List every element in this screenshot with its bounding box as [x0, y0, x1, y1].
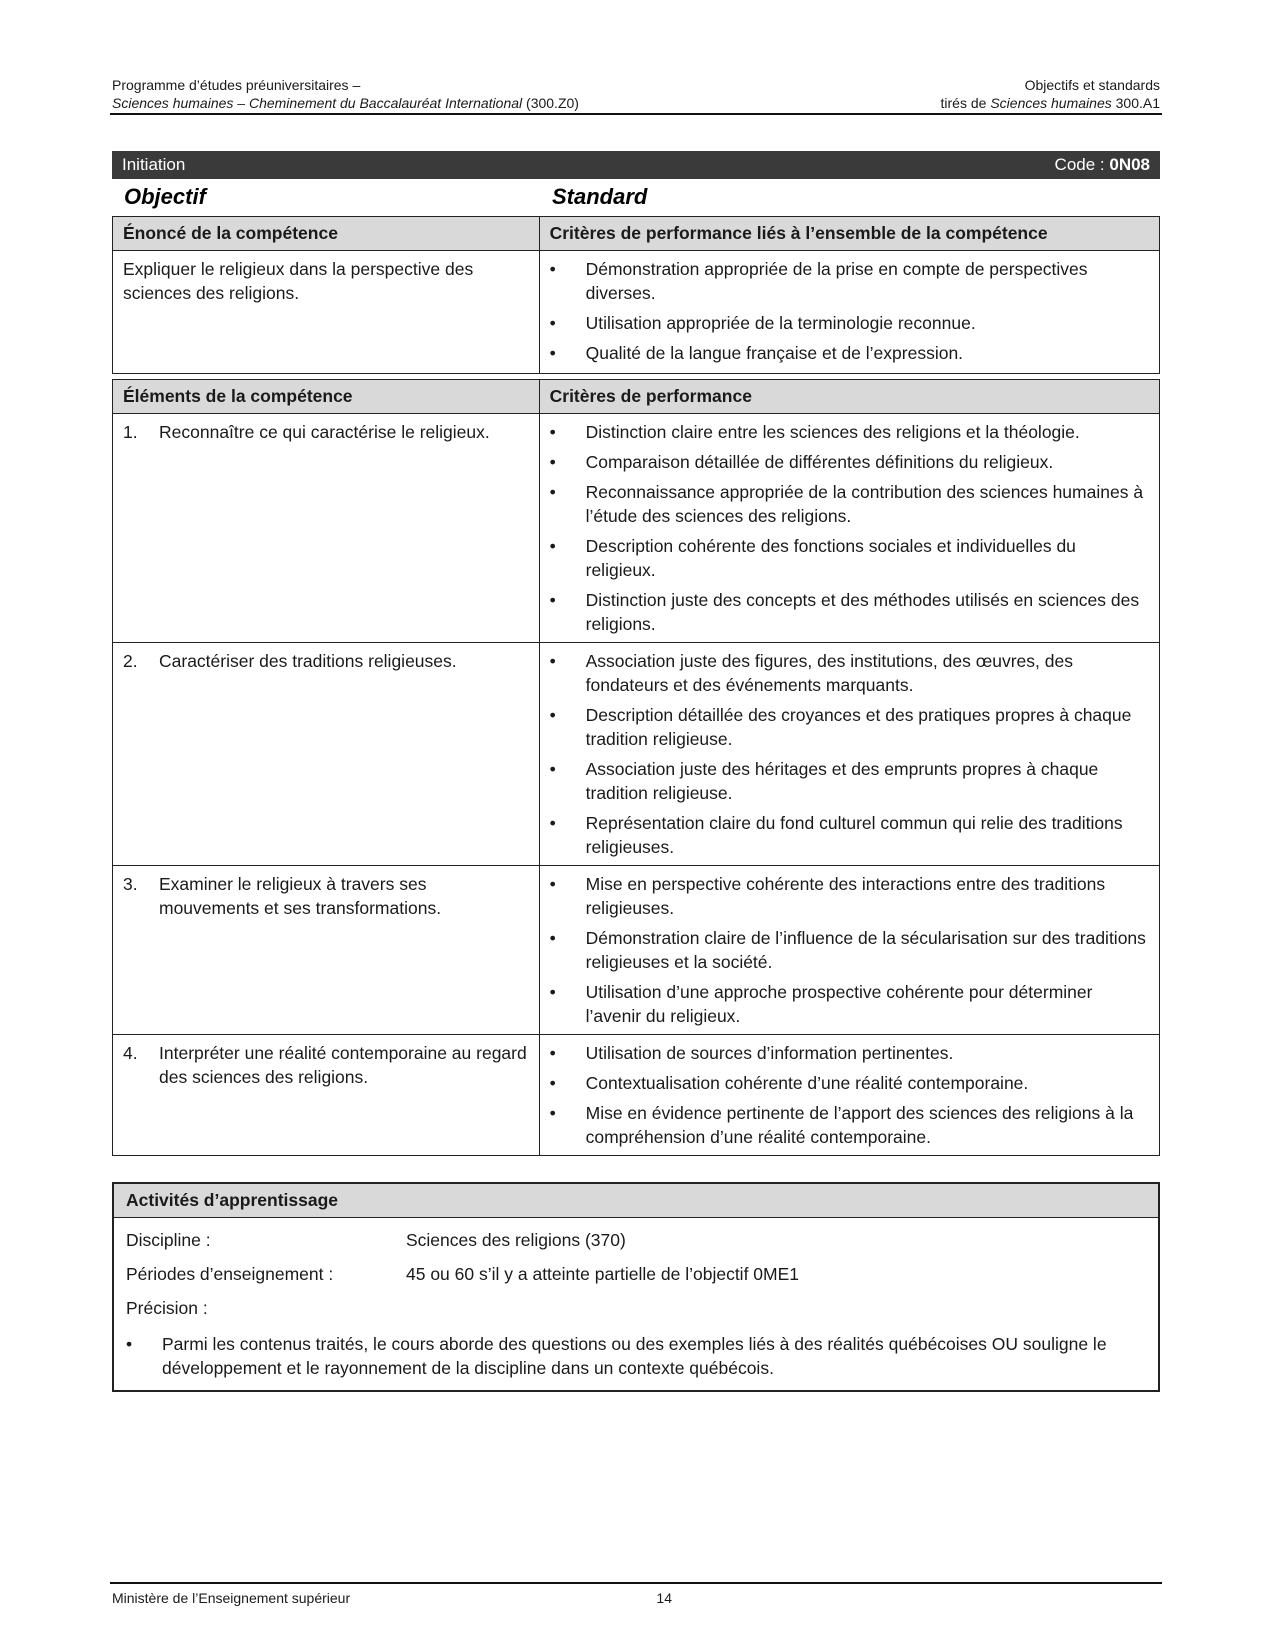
element-criteria	[550, 1041, 1149, 1149]
element-number: 3.	[123, 874, 138, 894]
table-row	[113, 643, 1160, 866]
precision-line	[114, 1296, 1158, 1320]
list-item: • Utilisation d’une approche prospective cohérente pour déterminer l’avenir du religieux.	[550, 980, 1149, 1028]
list-item: • Association juste des héritages et des emprunts propres à chaque tradition religieuse.	[550, 757, 1149, 805]
header-source: tirés de Sciences humaines 300.A1	[940, 95, 1160, 111]
course-code: Code : 0N08	[1054, 155, 1150, 174]
list-item: • Association juste des figures, des institutions, des œuvres, des fondateurs et des événements marquants.	[550, 649, 1149, 697]
elements-table	[112, 379, 1160, 1156]
header-doc-type: Objectifs et standards	[1024, 77, 1160, 93]
course-bar	[112, 151, 1160, 179]
element-text: Examiner le religieux à travers ses mouvements et ses transformations.	[159, 874, 442, 918]
page-number: 14	[656, 1590, 672, 1606]
footer-rule	[110, 1582, 1162, 1584]
precision-label: Précision :	[126, 1298, 208, 1318]
elements-head-right: Critères de performance	[539, 380, 1159, 414]
objective-heading: Objectif	[124, 184, 206, 209]
activities-title: Activités d’apprentissage	[114, 1184, 1158, 1218]
list-item: • Reconnaissance appropriée de la contribution des sciences humaines à l’étude des sciences des religions.	[550, 480, 1149, 528]
header-program: Programme d’études préuniversitaires –	[112, 77, 361, 93]
competence-table	[112, 216, 1160, 374]
list-item: • Démonstration appropriée de la prise en compte de perspectives diverses.	[550, 257, 1149, 305]
objective-standard-header	[112, 184, 1160, 212]
competence-criteria	[550, 257, 1149, 365]
list-item: • Description détaillée des croyances et des pratiques propres à chaque tradition religieuse.	[550, 703, 1149, 751]
standard-heading: Standard	[552, 184, 648, 209]
element-criteria	[550, 649, 1149, 859]
list-item: • Démonstration claire de l’influence de la sécularisation sur des traditions religieuses et la société.	[550, 926, 1149, 974]
discipline-line	[114, 1228, 1158, 1252]
learning-activities	[112, 1182, 1160, 1392]
page-footer	[112, 1590, 672, 1606]
competence-head-right: Critères de performance liés à l’ensemble de la compétence	[539, 217, 1159, 251]
course-level: Initiation	[122, 155, 186, 174]
list-item: • Mise en évidence pertinente de l’apport des sciences des religions à la compréhension d’une réalité contemporaine.	[550, 1101, 1149, 1149]
table-row	[113, 1035, 1160, 1156]
list-item: • Parmi les contenus traités, le cours aborde des questions ou des exemples liés à des réalités québécoises OU souligne le développement et le rayonnement de la discipline dans un contexte québécois.	[126, 1332, 1146, 1380]
list-item: • Mise en perspective cohérente des interactions entre des traditions religieuses.	[550, 872, 1149, 920]
competence-head-left: Énoncé de la compétence	[113, 217, 540, 251]
element-text: Caractériser des traditions religieuses.	[159, 651, 457, 671]
list-item: • Contextualisation cohérente d’une réalité contemporaine.	[550, 1071, 1149, 1095]
element-number: 4.	[123, 1043, 138, 1063]
list-item: • Distinction juste des concepts et des méthodes utilisés en sciences des religions.	[550, 588, 1149, 636]
element-text: Interpréter une réalité contemporaine au regard des sciences des religions.	[159, 1043, 527, 1087]
header-rule	[110, 113, 1162, 115]
discipline-value: Sciences des religions (370)	[406, 1230, 626, 1250]
list-item: • Distinction claire entre les sciences des religions et la théologie.	[550, 420, 1149, 444]
competence-statement: Expliquer le religieux dans la perspective des sciences des religions.	[113, 251, 540, 374]
periods-value: 45 ou 60 s’il y a atteinte partielle de l’objectif 0ME1	[406, 1264, 800, 1284]
element-number: 1.	[123, 422, 138, 442]
element-criteria	[550, 420, 1149, 636]
competence-criteria-cell	[539, 251, 1159, 374]
header-program-name: Sciences humaines – Cheminement du Baccalauréat International (300.Z0)	[112, 95, 579, 111]
footer-ministry: Ministère de l’Enseignement supérieur	[112, 1590, 351, 1606]
element-number: 2.	[123, 651, 138, 671]
list-item: • Utilisation de sources d’information pertinentes.	[550, 1041, 1149, 1065]
table-row	[113, 866, 1160, 1035]
precision-list	[114, 1332, 1158, 1380]
element-criteria	[550, 872, 1149, 1028]
periods-line	[114, 1262, 1158, 1286]
elements-head-left: Éléments de la compétence	[113, 380, 540, 414]
list-item: • Description cohérente des fonctions sociales et individuelles du religieux.	[550, 534, 1149, 582]
list-item: • Comparaison détaillée de différentes définitions du religieux.	[550, 450, 1149, 474]
periods-label: Périodes d’enseignement :	[126, 1264, 334, 1284]
discipline-label: Discipline :	[126, 1230, 211, 1250]
list-item: • Utilisation appropriée de la terminologie reconnue.	[550, 311, 1149, 335]
list-item: • Représentation claire du fond culturel commun qui relie des traditions religieuses.	[550, 811, 1149, 859]
list-item: • Qualité de la langue française et de l’expression.	[550, 341, 1149, 365]
element-text: Reconnaître ce qui caractérise le religieux.	[159, 422, 490, 442]
running-header	[112, 76, 1160, 112]
table-row	[113, 414, 1160, 643]
